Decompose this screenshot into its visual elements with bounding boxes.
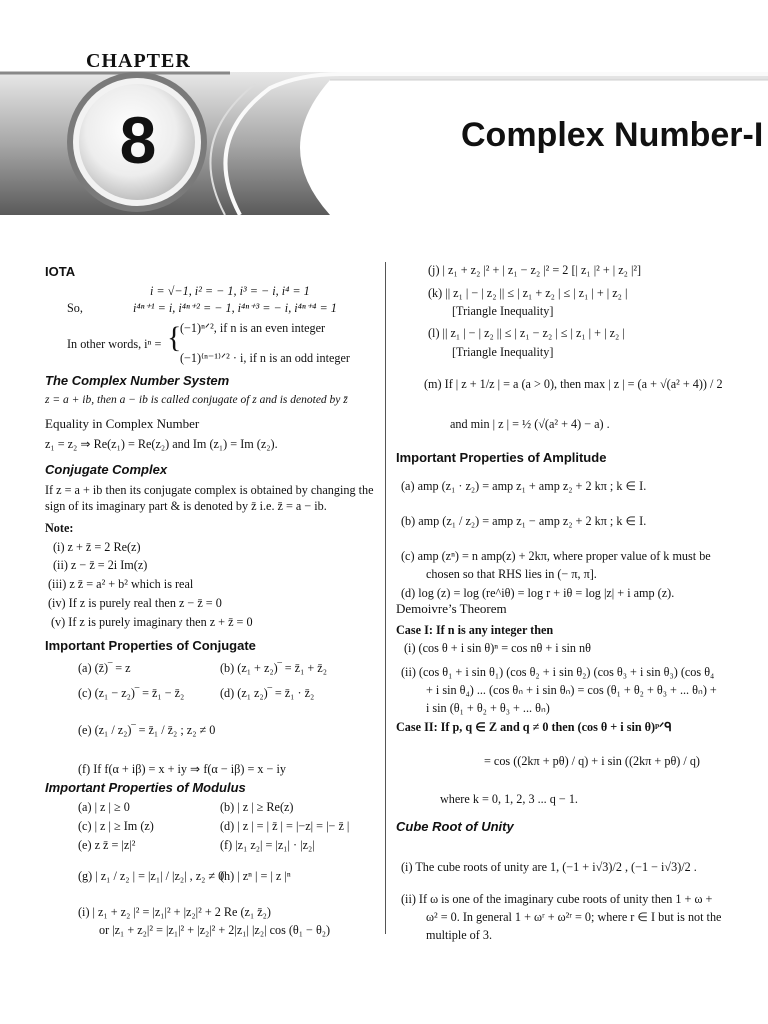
conjugate-heading: Conjugate Complex [45, 462, 168, 477]
number-system-heading: The Complex Number System [45, 373, 230, 388]
chapter-title: Complex Number-I [461, 116, 764, 154]
note-item: (iii) z z̄ = a² + b² which is real [48, 577, 194, 591]
conj-prop-b: (b) (z₁ + z₂)‾ = z̄₁ + z̄₂ [220, 661, 327, 675]
note-item: (ii) z − z̄ = 2i Im(z) [53, 558, 148, 572]
cube-root-heading: Cube Root of Unity [396, 819, 514, 834]
conj-prop-d: (d) (z₁ z₂)‾ = z̄₁ · z̄₂ [220, 686, 315, 700]
iota-heading: IOTA [45, 264, 76, 279]
demoivre-heading: Demoivre’s Theorem [396, 601, 507, 616]
amplitude-b: (b) amp (z₁ / z₂) = amp z₁ − amp z₂ + 2 kπ ; k ∈ I. [401, 514, 647, 528]
modulus-c: (c) | z | ≥ Im (z) [78, 819, 154, 833]
note-heading: Note: [45, 521, 74, 535]
number-system-text: z = a + ib, then a − ib is called conjugate of z and is denoted by z̄ [45, 394, 348, 406]
modulus-i: (i) | z₁ + z₂ |² = |z₁|² + |z₂|² + 2 Re (z₁ z̄₂) [78, 905, 271, 919]
iota-other-words: In other words, iⁿ = [67, 337, 162, 351]
note-item: (iv) If z is purely real then z − z̄ = 0 [48, 596, 222, 610]
iota-case-odd: (−1)⁽ⁿ⁻¹⁾ᐟ² · i, if n is an odd integer [180, 351, 350, 365]
modulus-f: (f) |z₁ z₂| = |z₁| · |z₂| [220, 838, 315, 852]
modulus-b: (b) | z | ≥ Re(z) [220, 800, 294, 814]
amplitude-c: (c) amp (zⁿ) = n amp(z) + 2kπ, where proper value of k must be [401, 549, 711, 563]
modulus-i-alt: or |z₁ + z₂|² = |z₁|² + |z₂|² + 2|z₁| |z₂| cos (θ₁ − θ₂) [99, 923, 331, 937]
demoivre-ii-cont: + i sin θ₄) ... (cos θₙ + i sin θₙ) = cos (θ₁ + θ₂ + θ₃ + ... θₙ) + [426, 683, 717, 697]
amplitude-a: (a) amp (z₁ · z₂) = amp z₁ + amp z₂ + 2 kπ ; k ∈ I. [401, 479, 647, 493]
conj-prop-c: (c) (z₁ − z₂)‾ = z̄₁ − z̄₂ [78, 686, 185, 700]
chapter-number: 8 [119, 103, 157, 177]
conjugate-text: If z = a + ib then its conjugate complex is obtained by changing the sign of its imaginary part & is denoted by z̄ i.e. z̄ = a − ib. [45, 483, 374, 513]
equality-heading: Equality in Complex Number [45, 416, 200, 431]
modulus-heading: Important Properties of Modulus [45, 780, 246, 795]
modulus-j: (j) | z₁ + z₂ |² + | z₁ − z₂ |² = 2 [| z₁ |² + | z₂ |²] [428, 263, 642, 277]
modulus-k-note: [Triangle Inequality] [452, 304, 554, 318]
amplitude-heading: Important Properties of Amplitude [396, 450, 607, 465]
modulus-a: (a) | z | ≥ 0 [78, 800, 130, 814]
modulus-k: (k) || z₁ | − | z₂ || ≤ | z₁ + z₂ | ≤ | z₁ | + | z₂ | [428, 286, 628, 300]
iota-line2: i⁴ⁿ⁺¹ = i, i⁴ⁿ⁺² = − 1, i⁴ⁿ⁺³ = − i, i⁴ⁿ⁺⁴ = 1 [133, 301, 337, 315]
modulus-l-note: [Triangle Inequality] [452, 345, 554, 359]
cube-root-ii-cont: ω² = 0. In general 1 + ωʳ + ω²ʳ = 0; where r ∈ I but is not the [426, 910, 722, 924]
amplitude-c-cont: chosen so that RHS lies in (− π, π]. [426, 567, 597, 581]
modulus-m: (m) If | z + 1/z | = a (a > 0), then max | z | = (a + √(a² + 4)) / 2 [424, 377, 723, 391]
modulus-e: (e) z z̄ = |z|² [78, 838, 136, 852]
demoivre-case2: Case II: If p, q ∈ Z and q ≠ 0 then (cos θ + i sin θ)ᵖᐟᑫ [396, 720, 672, 734]
cube-root-i: (i) The cube roots of unity are 1, (−1 + i√3)/2 , (−1 − i√3)/2 . [401, 860, 697, 874]
demoivre-i: (i) (cos θ + i sin θ)ⁿ = cos nθ + i sin nθ [404, 641, 591, 655]
note-item: (v) If z is purely imaginary then z + z̄ = 0 [51, 615, 253, 629]
modulus-d: (d) | z | = | z̄ | = |−z| = |− z̄ | [220, 819, 350, 833]
modulus-g: (g) | z₁ / z₂ | = |z₁| / |z₂| , z₂ ≠ 0 [78, 869, 225, 883]
column-divider [385, 262, 386, 934]
modulus-l: (l) || z₁ | − | z₂ || ≤ | z₁ − z₂ | ≤ | z₁ | + | z₂ | [428, 326, 625, 340]
demoivre-case1: Case I: If n is any integer then [396, 623, 554, 637]
brace-icon: { [167, 321, 182, 354]
demoivre-case2-eq: = cos ((2kπ + pθ) / q) + i sin ((2kπ + pθ) / q) [484, 754, 700, 768]
iota-line1: i = √−1, i² = − 1, i³ = − i, i⁴ = 1 [150, 284, 310, 298]
equality-text: z₁ = z₂ ⇒ Re(z₁) = Re(z₂) and Im (z₁) = Im (z₂). [45, 437, 278, 451]
chapter-label: CHAPTER [86, 50, 191, 72]
modulus-h: (h) | zⁿ | = | z |ⁿ [220, 869, 291, 883]
iota-so-label: So, [67, 301, 83, 315]
chapter-header [0, 0, 768, 215]
modulus-m-min: and min | z | = ½ (√(a² + 4) − a) . [450, 417, 610, 431]
iota-case-even: (−1)ⁿᐟ², if n is an even integer [180, 321, 326, 335]
conj-prop-a: (a) (z̄)‾ = z [78, 661, 131, 675]
demoivre-ii: (ii) (cos θ₁ + i sin θ₁) (cos θ₂ + i sin θ₂) (cos θ₃ + i sin θ₃) (cos θ₄ [401, 665, 715, 679]
demoivre-where: where k = 0, 1, 2, 3 ... q − 1. [440, 792, 578, 806]
demoivre-ii-end: i sin (θ₁ + θ₂ + θ₃ + ... θₙ) [426, 701, 550, 715]
conj-prop-f: (f) If f(α + iβ) = x + iy ⇒ f(α − iβ) = x − iy [78, 762, 286, 776]
conj-prop-e: (e) (z₁ / z₂)‾ = z̄₁ / z̄₂ ; z₂ ≠ 0 [78, 723, 216, 737]
cube-root-ii-end: multiple of 3. [426, 928, 493, 942]
conjugate-props-heading: Important Properties of Conjugate [45, 638, 256, 653]
note-item: (i) z + z̄ = 2 Re(z) [53, 540, 141, 554]
cube-root-ii: (ii) If ω is one of the imaginary cube roots of unity then 1 + ω + [401, 892, 713, 906]
amplitude-d: (d) log (z) = log (re^iθ) = log r + iθ = log |z| + i amp (z). [401, 586, 675, 600]
